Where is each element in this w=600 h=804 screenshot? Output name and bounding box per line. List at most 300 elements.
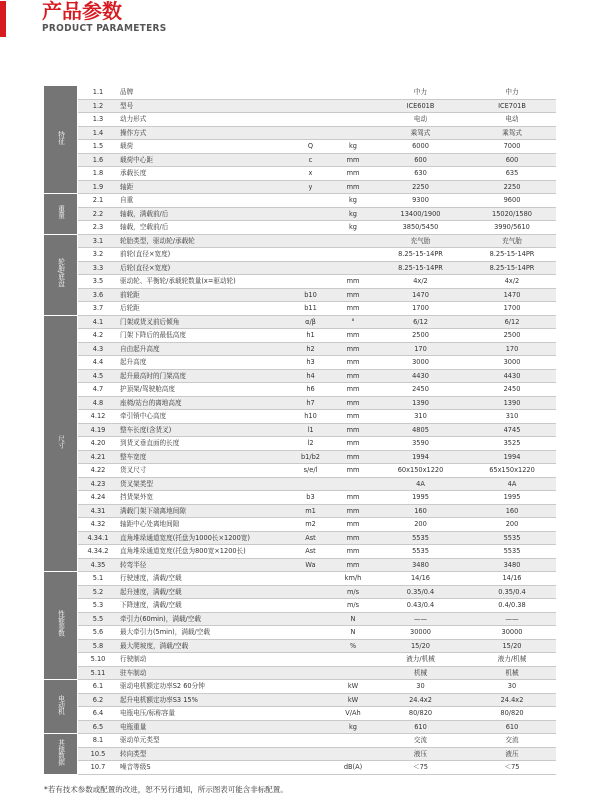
parameter-table-container <box>44 86 556 775</box>
value-model-1: 充气胎 <box>373 234 468 248</box>
param-symbol <box>288 626 333 640</box>
param-symbol <box>288 86 333 99</box>
param-symbol: Ast <box>288 531 333 545</box>
value-model-2: 3525 <box>468 437 556 451</box>
param-symbol: h1 <box>288 329 333 343</box>
param-number: 3.3 <box>78 261 118 275</box>
value-model-1: 610 <box>373 720 468 734</box>
value-model-1: 4430 <box>373 369 468 383</box>
value-model-2: 液力/机械 <box>468 653 556 667</box>
page-subtitle: PRODUCT PARAMETERS <box>42 23 167 34</box>
value-model-2: 200 <box>468 518 556 532</box>
param-number: 4.21 <box>78 450 118 464</box>
param-number: 1.4 <box>78 126 118 140</box>
param-symbol <box>288 720 333 734</box>
param-symbol <box>288 126 333 140</box>
value-model-2: 1470 <box>468 288 556 302</box>
value-model-2: 2250 <box>468 180 556 194</box>
table-row <box>44 531 556 545</box>
table-row <box>44 545 556 559</box>
param-number: 6.1 <box>78 680 118 694</box>
param-unit: mm <box>333 464 373 478</box>
param-number: 4.20 <box>78 437 118 451</box>
table-row <box>44 315 556 329</box>
param-description: 载荷中心距 <box>118 153 288 167</box>
param-symbol <box>288 680 333 694</box>
table-row <box>44 383 556 397</box>
param-unit <box>333 234 373 248</box>
value-model-2: 机械 <box>468 666 556 680</box>
page-title: 产品参数 <box>42 0 122 23</box>
param-description: 货叉尺寸 <box>118 464 288 478</box>
table-row <box>44 599 556 613</box>
value-model-1: 60x150x1220 <box>373 464 468 478</box>
param-number: 4.3 <box>78 342 118 356</box>
param-symbol: x <box>288 167 333 181</box>
param-number: 1.5 <box>78 140 118 154</box>
param-description: 轴载，满载前/后 <box>118 207 288 221</box>
table-row <box>44 504 556 518</box>
table-row <box>44 639 556 653</box>
section-label <box>44 315 77 572</box>
value-model-2: 1995 <box>468 491 556 505</box>
value-model-1: ＜75 <box>373 761 468 775</box>
param-description: 转向类型 <box>118 747 288 761</box>
value-model-1: 200 <box>373 518 468 532</box>
param-symbol: b10 <box>288 288 333 302</box>
value-model-2: 14/16 <box>468 572 556 586</box>
param-number: 5.2 <box>78 585 118 599</box>
value-model-2: 0.4/0.38 <box>468 599 556 613</box>
parameter-table <box>44 86 556 775</box>
param-description: 满载门架下端离地间隙 <box>118 504 288 518</box>
value-model-1: 乘驾式 <box>373 126 468 140</box>
value-model-1: 170 <box>373 342 468 356</box>
param-description: 驻车制动 <box>118 666 288 680</box>
param-number: 6.2 <box>78 693 118 707</box>
table-row <box>44 734 556 748</box>
table-row <box>44 477 556 491</box>
section-label-text: 特征 <box>56 130 65 145</box>
param-number: 4.22 <box>78 464 118 478</box>
param-description: 自重 <box>118 194 288 208</box>
value-model-2: 电动 <box>468 113 556 127</box>
param-description: 后轮(直径×宽度) <box>118 261 288 275</box>
param-symbol <box>288 248 333 262</box>
param-description: 直角堆垛通道宽度(托盘为1000长×1200宽) <box>118 531 288 545</box>
table-row <box>44 99 556 113</box>
param-description: 驱动单元类型 <box>118 734 288 748</box>
value-model-1: 0.35/0.4 <box>373 585 468 599</box>
value-model-1: 交流 <box>373 734 468 748</box>
value-model-1: 机械 <box>373 666 468 680</box>
value-model-1: 2450 <box>373 383 468 397</box>
param-symbol: b3 <box>288 491 333 505</box>
param-symbol <box>288 99 333 113</box>
param-description: 电瓶重量 <box>118 720 288 734</box>
section-label <box>44 86 77 194</box>
param-description: 电瓶电压/标称容量 <box>118 707 288 721</box>
value-model-1: 15/20 <box>373 639 468 653</box>
value-model-2: 4x/2 <box>468 275 556 289</box>
param-unit: mm <box>333 180 373 194</box>
param-symbol: h10 <box>288 410 333 424</box>
value-model-2: 30 <box>468 680 556 694</box>
param-number: 8.1 <box>78 734 118 748</box>
param-unit: mm <box>333 437 373 451</box>
param-unit: mm <box>333 518 373 532</box>
value-model-2: 9600 <box>468 194 556 208</box>
param-description: 操作方式 <box>118 126 288 140</box>
table-row <box>44 369 556 383</box>
value-model-1: 9300 <box>373 194 468 208</box>
param-symbol: s/e/l <box>288 464 333 478</box>
param-unit: kg <box>333 207 373 221</box>
param-symbol <box>288 761 333 775</box>
value-model-1: 8.25-15-14PR <box>373 248 468 262</box>
param-unit: kg <box>333 140 373 154</box>
param-unit: mm <box>333 153 373 167</box>
param-description: 载荷 <box>118 140 288 154</box>
value-model-2: 5535 <box>468 531 556 545</box>
table-row <box>44 626 556 640</box>
param-number: 3.5 <box>78 275 118 289</box>
value-model-2: 65x150x1220 <box>468 464 556 478</box>
param-description: 前轮距 <box>118 288 288 302</box>
value-model-1: 80/820 <box>373 707 468 721</box>
param-unit: mm <box>333 545 373 559</box>
value-model-1: 8.25-15-14PR <box>373 261 468 275</box>
value-model-1: ICE601B <box>373 99 468 113</box>
param-number: 1.3 <box>78 113 118 127</box>
value-model-2: 610 <box>468 720 556 734</box>
section-label-text: 轮胎/底盘 <box>56 258 65 287</box>
param-symbol <box>288 207 333 221</box>
value-model-1: 中力 <box>373 86 468 99</box>
param-unit <box>333 99 373 113</box>
value-model-1: 1994 <box>373 450 468 464</box>
param-number: 1.2 <box>78 99 118 113</box>
table-row <box>44 423 556 437</box>
param-number: 2.3 <box>78 221 118 235</box>
value-model-2: 5535 <box>468 545 556 559</box>
value-model-2: 4745 <box>468 423 556 437</box>
table-row <box>44 464 556 478</box>
value-model-2: 1994 <box>468 450 556 464</box>
param-description: 动力形式 <box>118 113 288 127</box>
value-model-2: 15020/1580 <box>468 207 556 221</box>
param-unit <box>333 734 373 748</box>
param-unit: V/Ah <box>333 707 373 721</box>
param-unit: m/s <box>333 599 373 613</box>
param-number: 4.7 <box>78 383 118 397</box>
param-number: 3.1 <box>78 234 118 248</box>
param-unit: % <box>333 639 373 653</box>
table-row <box>44 410 556 424</box>
value-model-2: 2500 <box>468 329 556 343</box>
table-row <box>44 437 556 451</box>
param-number: 4.12 <box>78 410 118 424</box>
value-model-1: 5535 <box>373 531 468 545</box>
table-row <box>44 612 556 626</box>
param-symbol <box>288 261 333 275</box>
param-number: 4.31 <box>78 504 118 518</box>
param-number: 3.6 <box>78 288 118 302</box>
param-number: 4.35 <box>78 558 118 572</box>
param-description: 挡货架外宽 <box>118 491 288 505</box>
param-symbol: Wa <box>288 558 333 572</box>
table-row <box>44 126 556 140</box>
param-number: 5.11 <box>78 666 118 680</box>
table-row <box>44 761 556 775</box>
section-label <box>44 234 77 315</box>
param-description: 起升最高时的门架高度 <box>118 369 288 383</box>
table-row <box>44 693 556 707</box>
param-number: 1.1 <box>78 86 118 99</box>
value-model-2: 170 <box>468 342 556 356</box>
param-symbol: b11 <box>288 302 333 316</box>
value-model-2: 160 <box>468 504 556 518</box>
param-description: 承载长度 <box>118 167 288 181</box>
param-number: 5.6 <box>78 626 118 640</box>
table-row <box>44 167 556 181</box>
param-description: 转弯半径 <box>118 558 288 572</box>
value-model-1: 液压 <box>373 747 468 761</box>
value-model-2: 600 <box>468 153 556 167</box>
param-symbol: α/β <box>288 315 333 329</box>
value-model-2: ICE701B <box>468 99 556 113</box>
table-row <box>44 666 556 680</box>
param-unit: mm <box>333 342 373 356</box>
value-model-1: 24.4x2 <box>373 693 468 707</box>
param-unit <box>333 248 373 262</box>
param-number: 4.34.2 <box>78 545 118 559</box>
value-model-2: 1390 <box>468 396 556 410</box>
param-symbol: h3 <box>288 356 333 370</box>
param-unit: mm <box>333 396 373 410</box>
value-model-1: 3590 <box>373 437 468 451</box>
param-description: 驱动电机额定功率S2 60分钟 <box>118 680 288 694</box>
value-model-2: 交流 <box>468 734 556 748</box>
param-number: 6.4 <box>78 707 118 721</box>
footnote: *若有技术参数或配置的改进，恕不另行通知，所示图表可能含非标配置。 <box>44 785 288 794</box>
table-row <box>44 261 556 275</box>
param-description: 货叉架类型 <box>118 477 288 491</box>
table-row <box>44 329 556 343</box>
table-row <box>44 248 556 262</box>
param-symbol: h7 <box>288 396 333 410</box>
value-model-1: 13400/1900 <box>373 207 468 221</box>
param-unit: mm <box>333 275 373 289</box>
table-row <box>44 342 556 356</box>
param-number: 5.10 <box>78 653 118 667</box>
table-row <box>44 288 556 302</box>
param-unit: km/h <box>333 572 373 586</box>
param-description: 驱动轮、平衡轮/承载轮数量(x=驱动轮) <box>118 275 288 289</box>
table-row <box>44 86 556 99</box>
param-symbol <box>288 275 333 289</box>
param-description: 轮胎类型，驱动轮/承载轮 <box>118 234 288 248</box>
param-description: 行驶制动 <box>118 653 288 667</box>
section-label-text: 重量 <box>56 205 65 219</box>
param-description: 起升电机额定功率S3 15% <box>118 693 288 707</box>
table-row <box>44 275 556 289</box>
param-description: 起升速度，满载/空载 <box>118 585 288 599</box>
value-model-1: 30000 <box>373 626 468 640</box>
param-number: 4.23 <box>78 477 118 491</box>
value-model-1: 600 <box>373 153 468 167</box>
param-description: 轴距中心处离地间隙 <box>118 518 288 532</box>
table-row <box>44 302 556 316</box>
value-model-2: 8.25-15-14PR <box>468 248 556 262</box>
value-model-2: 0.35/0.4 <box>468 585 556 599</box>
param-number: 4.5 <box>78 369 118 383</box>
param-symbol: h4 <box>288 369 333 383</box>
param-symbol: Q <box>288 140 333 154</box>
value-model-1: 6000 <box>373 140 468 154</box>
value-model-2: 充气胎 <box>468 234 556 248</box>
value-model-1: 30 <box>373 680 468 694</box>
param-number: 2.1 <box>78 194 118 208</box>
param-unit: mm <box>333 504 373 518</box>
param-number: 5.3 <box>78 599 118 613</box>
param-description: 护顶架/驾驶舱高度 <box>118 383 288 397</box>
param-unit: dB(A) <box>333 761 373 775</box>
param-unit <box>333 113 373 127</box>
param-symbol <box>288 477 333 491</box>
value-model-2: 中力 <box>468 86 556 99</box>
param-number: 3.2 <box>78 248 118 262</box>
value-model-1: 1390 <box>373 396 468 410</box>
table-row <box>44 491 556 505</box>
param-symbol <box>288 666 333 680</box>
param-description: 直角堆垛通道宽度(托盘为800宽×1200长) <box>118 545 288 559</box>
param-unit: mm <box>333 167 373 181</box>
value-model-1: 3480 <box>373 558 468 572</box>
param-number: 10.7 <box>78 761 118 775</box>
param-unit: mm <box>333 288 373 302</box>
param-number: 4.1 <box>78 315 118 329</box>
table-row <box>44 140 556 154</box>
param-symbol: l1 <box>288 423 333 437</box>
param-unit: mm <box>333 329 373 343</box>
param-symbol: c <box>288 153 333 167</box>
table-row <box>44 680 556 694</box>
param-number: 1.9 <box>78 180 118 194</box>
param-unit <box>333 477 373 491</box>
param-symbol <box>288 194 333 208</box>
table-row <box>44 207 556 221</box>
param-description: 自由起升高度 <box>118 342 288 356</box>
value-model-1: 3000 <box>373 356 468 370</box>
param-description: 整车长度(含货叉) <box>118 423 288 437</box>
value-model-2: 乘驾式 <box>468 126 556 140</box>
param-symbol <box>288 599 333 613</box>
param-symbol <box>288 707 333 721</box>
value-model-2: —— <box>468 612 556 626</box>
param-description: 下降速度，满载/空载 <box>118 599 288 613</box>
param-unit: m/s <box>333 585 373 599</box>
value-model-2: 液压 <box>468 747 556 761</box>
table-row <box>44 558 556 572</box>
param-description: 轴距 <box>118 180 288 194</box>
value-model-1: 1470 <box>373 288 468 302</box>
parameter-table-body <box>44 86 556 774</box>
value-model-2: 4A <box>468 477 556 491</box>
value-model-1: 310 <box>373 410 468 424</box>
value-model-1: 3850/5450 <box>373 221 468 235</box>
param-unit: mm <box>333 491 373 505</box>
param-symbol: m2 <box>288 518 333 532</box>
section-label <box>44 680 77 734</box>
param-description: 最大牵引力(5min)，满载/空载 <box>118 626 288 640</box>
value-model-1: —— <box>373 612 468 626</box>
value-model-1: 2250 <box>373 180 468 194</box>
value-model-1: 4A <box>373 477 468 491</box>
table-row <box>44 518 556 532</box>
param-symbol: b1/b2 <box>288 450 333 464</box>
param-description: 到货叉垂直面的长度 <box>118 437 288 451</box>
param-symbol: y <box>288 180 333 194</box>
table-row <box>44 113 556 127</box>
param-unit: kW <box>333 693 373 707</box>
param-description: 最大爬坡度，满载/空载 <box>118 639 288 653</box>
param-number: 5.1 <box>78 572 118 586</box>
section-label-text: 性能参数 <box>56 610 65 637</box>
param-unit: ° <box>333 315 373 329</box>
value-model-1: 电动 <box>373 113 468 127</box>
value-model-2: 4430 <box>468 369 556 383</box>
table-row <box>44 221 556 235</box>
value-model-1: 4x/2 <box>373 275 468 289</box>
value-model-1: 5535 <box>373 545 468 559</box>
param-description: 轴载，空载前/后 <box>118 221 288 235</box>
param-number: 6.5 <box>78 720 118 734</box>
param-symbol <box>288 572 333 586</box>
param-description: 型号 <box>118 99 288 113</box>
param-unit: N <box>333 626 373 640</box>
value-model-2: 3000 <box>468 356 556 370</box>
value-model-2: 3480 <box>468 558 556 572</box>
param-number: 5.5 <box>78 612 118 626</box>
param-symbol: h2 <box>288 342 333 356</box>
section-label-text: 电动机 <box>56 694 65 715</box>
value-model-1: 1995 <box>373 491 468 505</box>
param-number: 4.2 <box>78 329 118 343</box>
param-symbol <box>288 221 333 235</box>
param-description: 牵引销中心高度 <box>118 410 288 424</box>
value-model-1: 1700 <box>373 302 468 316</box>
section-label-text: 其他数据 <box>56 738 65 765</box>
param-symbol <box>288 234 333 248</box>
param-symbol <box>288 113 333 127</box>
param-number: 2.2 <box>78 207 118 221</box>
value-model-2: ＜75 <box>468 761 556 775</box>
param-symbol: m1 <box>288 504 333 518</box>
param-unit <box>333 126 373 140</box>
value-model-2: 2450 <box>468 383 556 397</box>
param-symbol <box>288 747 333 761</box>
param-unit: mm <box>333 531 373 545</box>
param-unit <box>333 747 373 761</box>
param-number: 3.7 <box>78 302 118 316</box>
param-description: 座椅/站台的离地高度 <box>118 396 288 410</box>
section-label <box>44 734 77 775</box>
value-model-1: 4805 <box>373 423 468 437</box>
param-unit: kg <box>333 221 373 235</box>
param-description: 起升高度 <box>118 356 288 370</box>
param-unit: mm <box>333 423 373 437</box>
